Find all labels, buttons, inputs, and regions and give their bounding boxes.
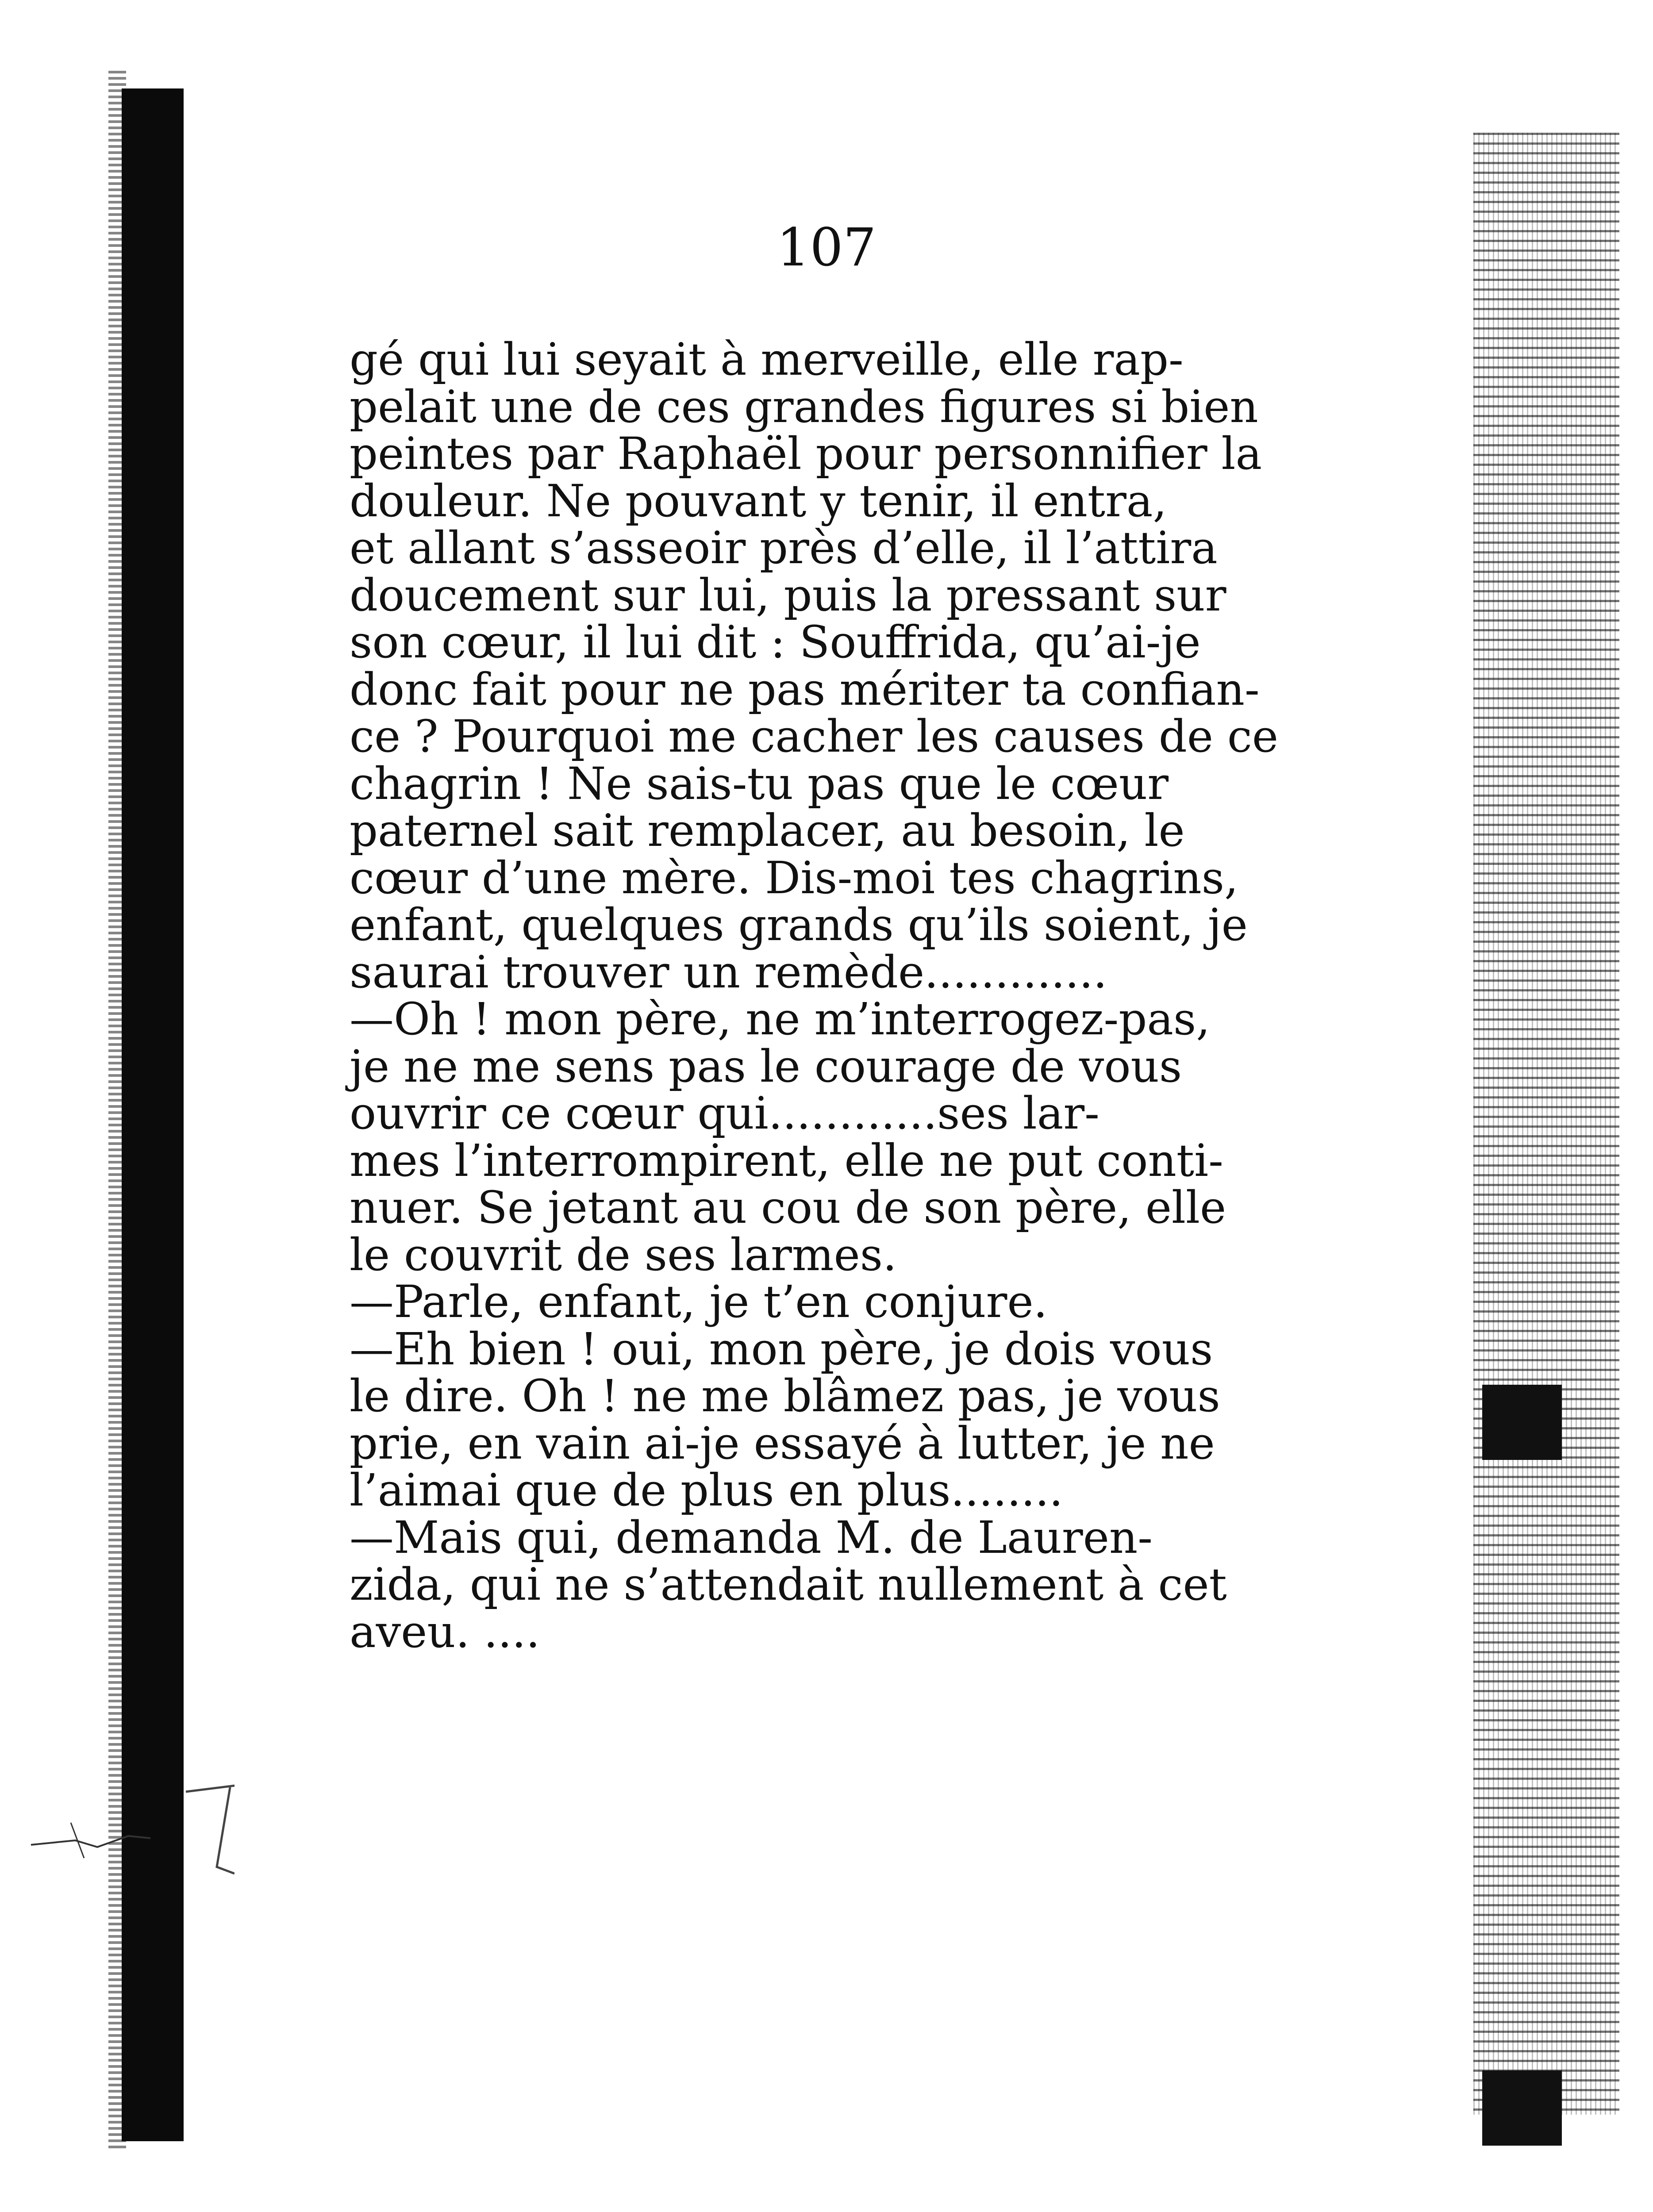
text-line: aveu. .... — [350, 1605, 540, 1658]
text-line: gé qui lui seyait à merveille, elle rap- — [350, 334, 1184, 385]
text-line: saurai trouver un remède............. — [350, 946, 1107, 998]
text-line: ouvrir ce cœur qui............ses lar- — [350, 1087, 1099, 1139]
text-line: donc fait pour ne pas mériter ta confian- — [350, 663, 1260, 715]
text-line: peintes par Raphaël pour personnifier la — [350, 428, 1262, 480]
text-line: et allant s’asseoir près d’elle, il l’attira — [350, 522, 1218, 574]
text-line: —Mais qui, demanda M. de Lauren- — [350, 1511, 1153, 1563]
text-line: douleur. Ne pouvant y tenir, il entra, — [350, 475, 1167, 527]
text-line: zida, qui ne s’attendait nullement à cet — [350, 1559, 1227, 1610]
page-edge-noise — [1473, 133, 1619, 2115]
text-line: pelait une de ces grandes figures si bien — [350, 380, 1258, 433]
text-line: doucement sur lui, puis la pressant sur — [350, 569, 1226, 621]
text-line: le couvrit de ses larmes. — [350, 1229, 897, 1281]
text-line: —Eh bien ! oui, mon père, je dois vous — [350, 1323, 1213, 1375]
body-text — [350, 334, 1332, 1658]
page-edge-dark-block — [1482, 2070, 1562, 2146]
text-line: enfant, quelques grands qu’ils soient, je — [350, 899, 1248, 951]
text-line: son cœur, il lui dit : Souffrida, qu’ai-je — [350, 616, 1201, 668]
page-number: 107 — [777, 217, 876, 278]
text-line: chagrin ! Ne sais-tu pas que le cœur — [350, 757, 1169, 810]
text-line: prie, en vain ai-je essayé à lutter, je ne — [350, 1417, 1215, 1469]
text-line: je ne me sens pas le courage de vous — [350, 1040, 1182, 1092]
text-line: —Parle, enfant, je t’en conjure. — [350, 1276, 1048, 1328]
text-line: cœur d’une mère. Dis-moi tes chagrins, — [350, 852, 1238, 904]
text-line: —Oh ! mon père, ne m’interrogez-pas, — [350, 993, 1211, 1045]
text-line: l’aimai que de plus en plus........ — [350, 1464, 1063, 1516]
page-edge-dark-block — [1482, 1385, 1562, 1460]
pencil-annotation-mark — [27, 1778, 234, 1880]
text-line: nuer. Se jetant au cou de son père, elle — [350, 1182, 1226, 1233]
text-line: le dire. Oh ! ne me blâmez pas, je vous — [350, 1370, 1220, 1422]
text-line: paternel sait remplacer, au besoin, le — [350, 805, 1185, 856]
text-line: ce ? Pourquoi me cacher les causes de ce — [350, 710, 1279, 762]
text-line: mes l’interrompirent, elle ne put conti- — [350, 1134, 1223, 1187]
